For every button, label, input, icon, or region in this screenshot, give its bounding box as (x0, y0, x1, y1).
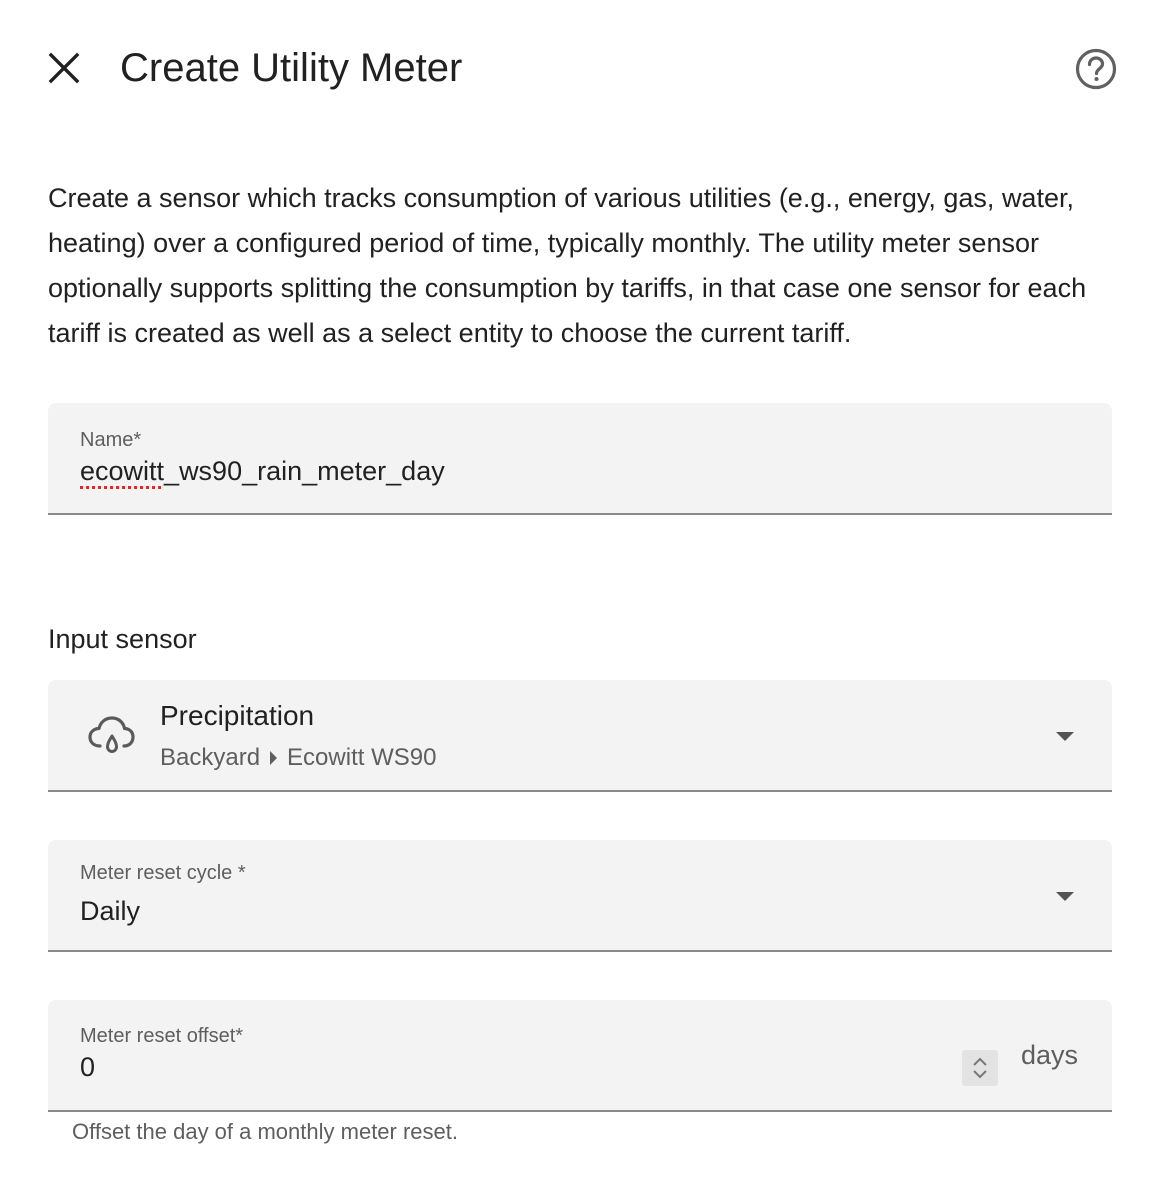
reset-cycle-select[interactable] (48, 840, 1112, 952)
chevron-right-icon (270, 751, 277, 765)
dialog-title: Create Utility Meter (120, 46, 463, 90)
name-field[interactable] (48, 403, 1112, 515)
name-field-value-rest: _ws90_rain_meter_day (164, 456, 445, 486)
chevron-down-icon[interactable] (1056, 892, 1074, 901)
close-icon (47, 51, 81, 85)
input-sensor-picker[interactable] (48, 680, 1112, 792)
weather-rainy-icon (86, 710, 138, 762)
stepper-down-icon[interactable] (971, 1068, 989, 1080)
help-circle-icon (1074, 47, 1118, 91)
reset-offset-field[interactable] (48, 1000, 1112, 1112)
sensor-device: Ecowitt WS90 (287, 744, 437, 771)
sensor-name: Precipitation (160, 700, 315, 731)
reset-cycle-value: Daily (80, 896, 141, 926)
input-sensor-label: Input sensor (48, 624, 197, 654)
reset-offset-value[interactable]: 0 (80, 1052, 96, 1082)
chevron-down-icon[interactable] (1056, 732, 1074, 741)
stepper-up-icon[interactable] (971, 1056, 989, 1068)
number-stepper[interactable] (962, 1050, 998, 1086)
reset-offset-unit: days (1021, 1040, 1079, 1070)
help-button[interactable] (1072, 45, 1120, 93)
reset-offset-label: Meter reset offset* (80, 1025, 244, 1047)
reset-offset-helper-text: Offset the day of a monthly meter reset. (72, 1119, 458, 1144)
reset-cycle-label: Meter reset cycle * (80, 862, 246, 884)
dialog-header (0, 0, 1160, 140)
sensor-area: Backyard (160, 744, 261, 771)
dialog-description: Create a sensor which tracks consumption of various utilities (e.g., energy, gas, water, heating) over a configured period of time, typically monthly. The utility meter sensor optionally supports splitting the consumption by tariffs, in that case one sensor for each tariff is created as well as a select entity to choose the current tariff. (48, 183, 1087, 348)
sensor-breadcrumb (160, 744, 436, 772)
close-button[interactable] (40, 44, 88, 92)
name-field-label: Name* (80, 429, 142, 451)
name-field-value-misspelled: ecowitt (80, 456, 165, 486)
name-field-value[interactable] (80, 456, 445, 487)
